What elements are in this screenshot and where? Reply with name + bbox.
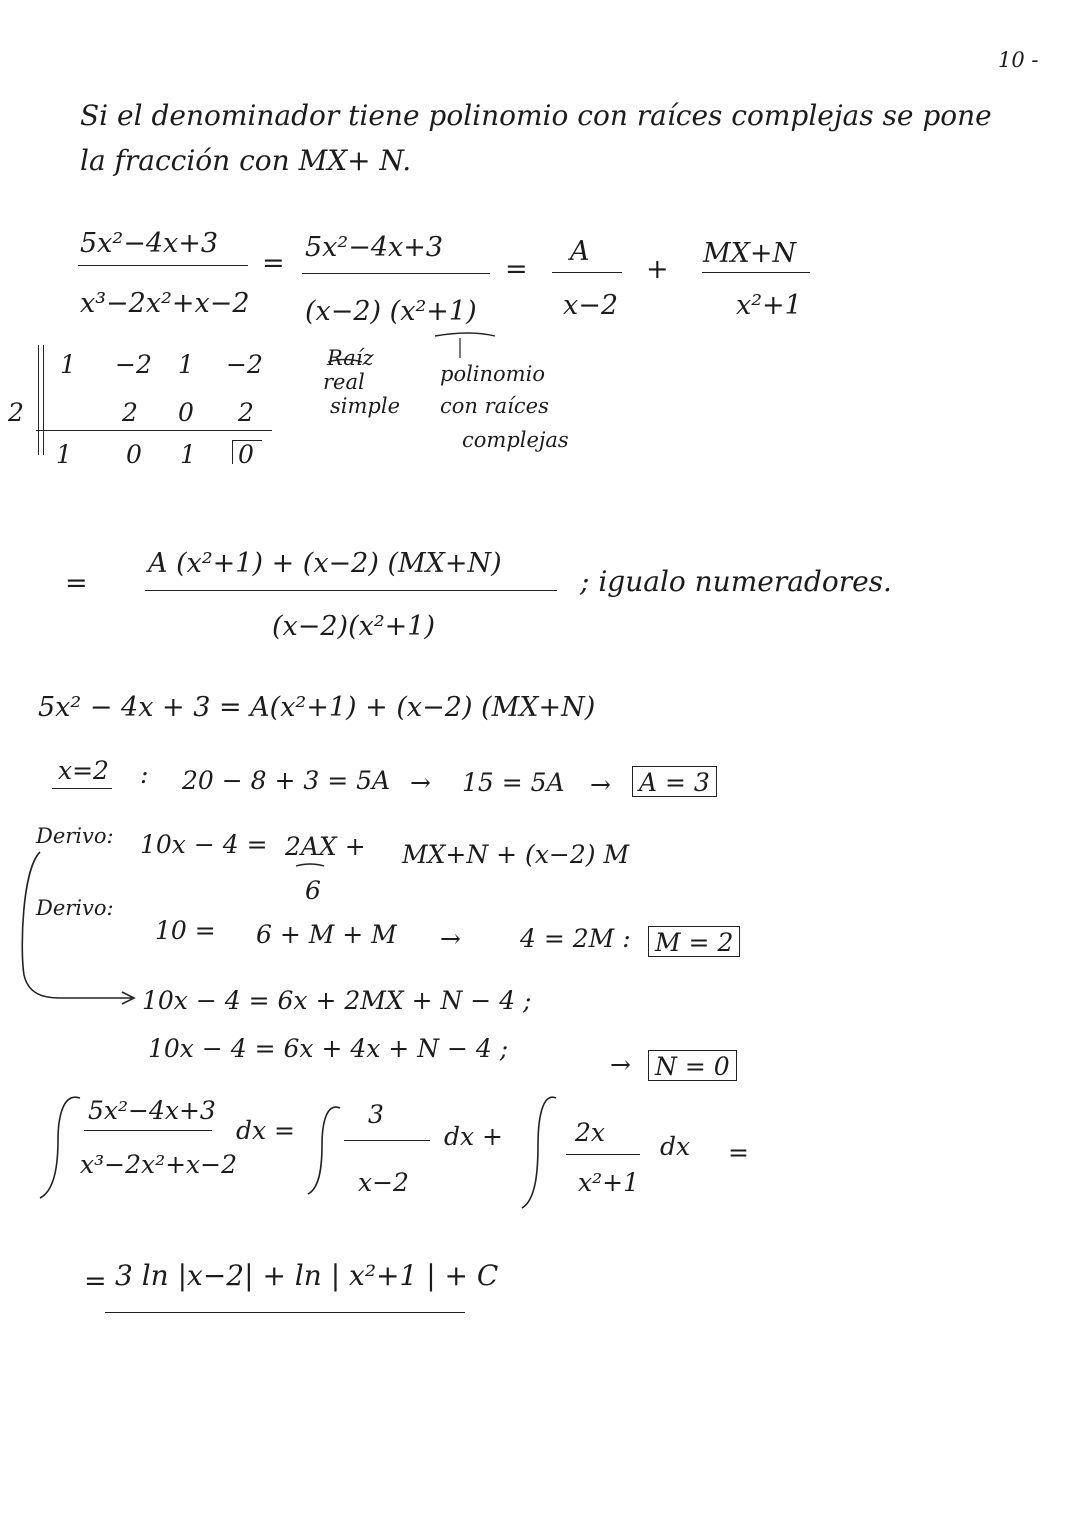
ruffini-cell: 1 [56, 440, 72, 469]
derivo-label-2: Derivo: [36, 896, 114, 920]
final-result-underline [105, 1312, 465, 1313]
fraction-1-numerator: 5x²−4x+3 [80, 228, 219, 259]
derivative-1-substitution: 6 [305, 876, 321, 905]
fraction-2-denominator: (x−2) (x²+1) [305, 296, 477, 327]
equals-sign-1: = [262, 248, 285, 279]
derivative-1-lhs: 10x − 4 = [140, 830, 268, 859]
ruffini-cell: 0 [126, 440, 142, 469]
integral-2-bar [344, 1140, 430, 1141]
x2-colon: : [140, 760, 149, 789]
ruffini-divisor: 2 [8, 398, 24, 427]
combined-denominator: (x−2)(x²+1) [272, 611, 436, 642]
fraction-1-denominator: x³−2x²+x−2 [80, 288, 250, 319]
intro-line-1: Si el denominador tiene polinomio con raíces complejas se pone [80, 99, 992, 132]
ruffini-cell: 0 [178, 398, 194, 427]
derivative-1-term: 2AX + [285, 832, 366, 861]
ruffini-cell: 2 [122, 398, 138, 427]
combined-numerator: A (x²+1) + (x−2) (MX+N) [148, 548, 502, 579]
derivative-2-step: 4 = 2M : [520, 924, 631, 953]
derivative-2-rhs: 6 + M + M [256, 920, 397, 949]
equals-sign-5: = [84, 1266, 107, 1297]
fraction-a-denominator: x−2 [563, 290, 619, 321]
equals-sign-4: = [728, 1138, 749, 1167]
arrow: → [440, 924, 461, 953]
fraction-2-numerator: 5x²−4x+3 [305, 232, 444, 263]
note-real-root-3: simple [330, 394, 400, 418]
note-real-root-2: real [323, 370, 365, 394]
ruffini-remainder: 0 [238, 440, 254, 469]
note-complex-3: complejas [462, 428, 569, 452]
x2-calculation: 20 − 8 + 3 = 5A [182, 766, 391, 795]
combined-note: ; igualo numeradores. [580, 565, 892, 598]
note-complex-1: polinomio [440, 362, 545, 386]
equation-line-a: 10x − 4 = 6x + 2MX + N − 4 ; [142, 986, 532, 1015]
intro-line-2: la fracción con MX+ N. [80, 144, 412, 177]
numerator-identity: 5x² − 4x + 3 = A(x²+1) + (x−2) (MX+N) [38, 692, 596, 723]
integral-3-dx: dx [660, 1132, 691, 1161]
arrow: → [410, 768, 431, 797]
ruffini-cell: −2 [115, 350, 152, 379]
plus-sign: + [646, 254, 669, 285]
integral-1-bar [84, 1130, 212, 1131]
ruffini-cell: 1 [178, 350, 194, 379]
final-result: 3 ln |x−2| + ln | x²+1 | + C [115, 1259, 499, 1292]
integral-1-numerator: 5x²−4x+3 [88, 1096, 216, 1125]
arrow: → [590, 770, 611, 799]
integral-3-bar [566, 1154, 640, 1155]
integral-2-denominator: x−2 [358, 1168, 409, 1197]
fraction-a-numerator: A [570, 236, 590, 267]
x2-label: x=2 [58, 756, 109, 785]
integral-1-denominator: x³−2x²+x−2 [80, 1150, 237, 1179]
result-n-box: N = 0 [648, 1050, 737, 1081]
equals-sign-2: = [505, 254, 528, 285]
note-complex-2: con raíces [440, 394, 549, 418]
derivative-2-lhs: 10 = [155, 916, 216, 945]
fraction-mn-numerator: MX+N [703, 238, 797, 269]
result-a-box: A = 3 [632, 766, 717, 797]
ruffini-cell: 1 [60, 350, 76, 379]
integral-2-numerator: 3 [368, 1100, 384, 1129]
page-number: 10 - [998, 48, 1039, 72]
ruffini-cell: −2 [226, 350, 263, 379]
x2-step: 15 = 5A [462, 768, 565, 797]
integral-1-dx: dx = [236, 1116, 295, 1145]
note-real-root-1: Raíz [327, 346, 374, 370]
fraction-mn-denominator: x²+1 [736, 290, 802, 321]
ruffini-cell: 1 [180, 440, 196, 469]
arrow: → [610, 1050, 631, 1079]
result-m-box: M = 2 [648, 926, 740, 957]
integral-3-numerator: 2x [575, 1118, 606, 1147]
integral-3-denominator: x²+1 [578, 1168, 639, 1197]
equation-line-b: 10x − 4 = 6x + 4x + N − 4 ; [148, 1034, 509, 1063]
derivo-label-1: Derivo: [36, 824, 114, 848]
ruffini-cell: 2 [238, 398, 254, 427]
derivative-1-rest: MX+N + (x−2) M [402, 840, 630, 869]
equals-sign-3: = [65, 568, 88, 599]
integral-2-dx: dx + [444, 1122, 503, 1151]
